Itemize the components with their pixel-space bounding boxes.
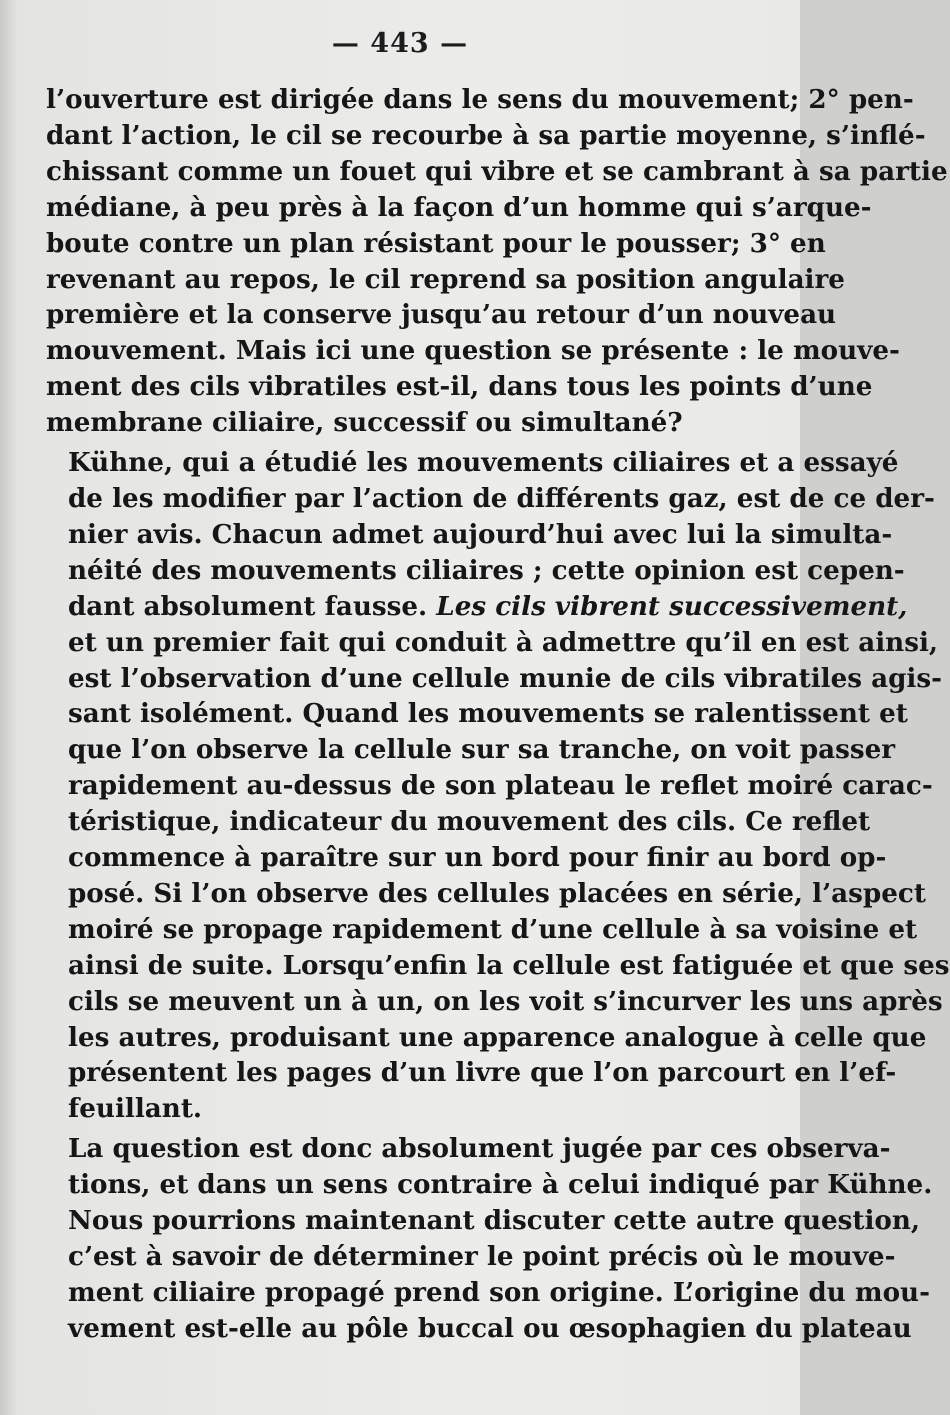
paragraph-1	[46, 82, 948, 441]
text-line: et un premier fait qui conduit à admettre qu’il en est ainsi,	[68, 626, 939, 658]
text-line: revenant au repos, le cil reprend sa position angulaire	[46, 263, 845, 295]
text-line: c’est à savoir de déterminer le point précis où le mouve-	[68, 1241, 896, 1272]
text-line: est l’observation d’une cellule munie de cils vibratiles agis-	[68, 662, 942, 694]
text-line: dant l’action, le cil se recourbe à sa partie moyenne, s’inflé-	[46, 119, 926, 151]
text-run: dant absolument fausse.	[68, 590, 428, 622]
text-line: sant isolément. Quand les mouvements se ralentissent et	[68, 698, 908, 730]
text-line: membrane ciliaire, successif ou simultané?	[46, 407, 683, 439]
text-line: Nous pourrions maintenant discuter cette autre question,	[68, 1205, 921, 1237]
text-line: l’ouverture est dirigée dans le sens du mouvement; 2° pen-	[46, 84, 914, 115]
text-line: téristique, indicateur du mouvement des cils. Ce reflet	[68, 806, 871, 838]
paragraph-2	[46, 445, 950, 1127]
text-line: Kühne, qui a étudié les mouvements ciliaires et a essayé	[68, 447, 899, 479]
text-line: que l’on observe la cellule sur sa tranche, on voit passer	[68, 734, 896, 766]
text-line: première et la conserve jusqu’au retour d’un nouveau	[46, 299, 837, 331]
text-line: cils se meuvent un à un, on les voit s’incurver les uns après	[68, 985, 943, 1017]
text-line: commence à paraître sur un bord pour finir au bord op-	[68, 842, 887, 874]
body-text	[46, 82, 950, 1347]
text-line: néité des mouvements ciliaires ; cette opinion est cepen-	[68, 554, 905, 586]
italic-emphasis: Les cils vibrent successivement,	[436, 590, 908, 622]
text-line: La question est donc absolument jugée par ces observa-	[68, 1133, 891, 1165]
text-line: ment ciliaire propagé prend son origine. L’origine du mou-	[68, 1276, 930, 1308]
text-line: ainsi de suite. Lorsqu’enfin la cellule est fatiguée et que ses	[68, 949, 950, 981]
text-line: rapidement au-dessus de son plateau le reflet moiré carac-	[68, 770, 933, 802]
text-line: mouvement. Mais ici une question se présente : le mouve-	[46, 335, 900, 367]
text-line: vement est-elle au pôle buccal ou œsophagien du plateau	[68, 1312, 912, 1344]
text-line: présentent les pages d’un livre que l’on parcourt en l’ef-	[68, 1057, 897, 1089]
text-line: les autres, produisant une apparence analogue à celle que	[68, 1021, 927, 1053]
text-line: de les modifier par l’action de différents gaz, est de ce der-	[68, 482, 935, 514]
text-line: tions, et dans un sens contraire à celui indiqué par Kühne.	[68, 1169, 933, 1201]
text-line: boute contre un plan résistant pour le pousser; 3° en	[46, 227, 826, 259]
text-line: ment des cils vibratiles est-il, dans tous les points d’une	[46, 371, 873, 403]
text-line: chissant comme un fouet qui vibre et se cambrant à sa partie	[46, 155, 948, 187]
text-line: moiré se propage rapidement d’une cellule à sa voisine et	[68, 913, 918, 945]
text-line	[46, 589, 908, 625]
text-line: nier avis. Chacun admet aujourd’hui avec lui la simulta-	[68, 518, 893, 550]
text-line: posé. Si l’on observe des cellules placées en série, l’aspect	[68, 877, 926, 909]
paragraph-3	[46, 1131, 933, 1346]
text-line: médiane, à peu près à la façon d’un homme qui s’arque-	[46, 191, 872, 223]
page-number: — 443 —	[331, 28, 469, 59]
text-line: feuillant.	[68, 1093, 203, 1125]
